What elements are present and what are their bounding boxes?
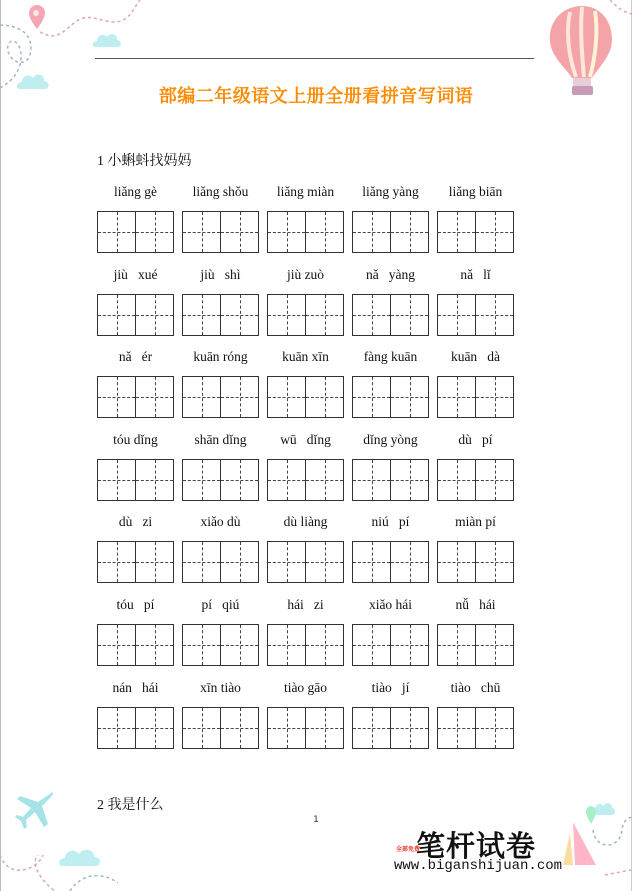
writing-box[interactable] [97,294,174,336]
airplane-icon [12,790,54,832]
writing-box[interactable] [182,459,259,501]
writing-box[interactable] [182,541,259,583]
pinyin-label: jiù xué [113,267,158,282]
pinyin-label: tiào chū [450,680,501,695]
pinyin-label: dù pí [458,432,493,447]
writing-box[interactable] [437,707,514,749]
word-row-4 [97,432,517,501]
writing-box[interactable] [437,541,514,583]
pinyin-label: liǎng miàn [276,184,335,199]
writing-box[interactable] [97,541,174,583]
writing-box[interactable] [267,541,344,583]
pinyin-label: liǎng yàng [362,184,419,199]
writing-box[interactable] [267,294,344,336]
writing-box[interactable] [437,376,514,418]
pinyin-label: jiù shì [200,267,241,282]
writing-box[interactable] [267,459,344,501]
pinyin-label: liǎng biān [448,184,503,199]
writing-box[interactable] [267,376,344,418]
page-edge-left [0,0,1,891]
pinyin-label: wū dǐng [280,432,331,447]
writing-box[interactable] [352,294,429,336]
word-row-5 [97,514,517,583]
writing-box[interactable] [352,624,429,666]
cloud-icon [92,30,122,48]
pinyin-label: liǎng gè [113,184,158,199]
writing-box[interactable] [352,459,429,501]
word-row-7 [97,680,517,749]
page-number: 1 [313,815,319,825]
writing-box[interactable] [352,541,429,583]
writing-box[interactable] [437,459,514,501]
writing-box[interactable] [437,294,514,336]
section-heading-2: 2 我是什么 [97,798,164,813]
pinyin-label: tiào gāo [283,680,328,695]
pinyin-label: kuān róng [193,349,248,364]
pinyin-label: dǐng yòng [363,432,418,447]
writing-box[interactable] [267,211,344,253]
pinyin-label: jiù zuò [286,267,325,282]
writing-box[interactable] [267,624,344,666]
writing-box[interactable] [182,376,259,418]
pinyin-label: nǚ hái [455,597,496,612]
writing-box[interactable] [352,211,429,253]
pinyin-label: nǎ lǐ [460,267,491,282]
header-rule [95,58,534,59]
word-row-1 [97,184,517,253]
brand-url: www.biganshijuan.com [394,858,563,874]
page-title: 部编二年级语文上册全册看拼音写词语 [158,86,474,107]
pinyin-label: niú pí [371,514,410,529]
word-row-3 [97,349,517,418]
pinyin-label: fàng kuān [363,349,418,364]
pinyin-label: nǎ ér [118,349,153,364]
pinyin-label: dù zi [118,514,153,529]
writing-box[interactable] [267,707,344,749]
pinyin-label: pí qiú [201,597,240,612]
pinyin-label: miàn pí [455,514,496,529]
pinyin-label: liǎng shǒu [192,184,249,199]
pinyin-label: kuān dà [450,349,501,364]
pinyin-label: dù liàng [283,514,328,529]
brand-name: 笔杆试卷 [416,829,537,863]
writing-box[interactable] [97,624,174,666]
writing-box[interactable] [97,707,174,749]
pinyin-label: xīn tiào [200,680,241,695]
writing-box[interactable] [97,211,174,253]
pinyin-label: nán hái [112,680,159,695]
writing-box[interactable] [352,707,429,749]
location-pin-icon [29,5,45,29]
pinyin-label: xiǎo dù [200,514,241,529]
pinyin-label: hái zi [287,597,324,612]
writing-box[interactable] [352,376,429,418]
section-heading-1: 1 小蝌蚪找妈妈 [97,154,192,169]
writing-box[interactable] [182,294,259,336]
pinyin-label: shān dǐng [194,432,247,447]
dashed-path-bottom-left [0,855,130,891]
writing-box[interactable] [437,624,514,666]
sailboat-icon [560,822,600,866]
writing-box[interactable] [182,707,259,749]
pinyin-label: tóu dǐng [113,432,158,447]
pinyin-label: kuān xīn [282,349,329,364]
writing-box[interactable] [97,376,174,418]
writing-box[interactable] [182,624,259,666]
writing-box[interactable] [182,211,259,253]
word-row-6 [97,597,517,666]
writing-box[interactable] [97,459,174,501]
brand-tag: 全部免费 [396,846,421,853]
pinyin-label: xiǎo hái [368,597,413,612]
pinyin-label: tiào jí [371,680,410,695]
pinyin-label: nǎ yàng [365,267,416,282]
writing-box[interactable] [437,211,514,253]
word-row-2 [97,267,517,336]
pinyin-label: tóu pí [116,597,155,612]
